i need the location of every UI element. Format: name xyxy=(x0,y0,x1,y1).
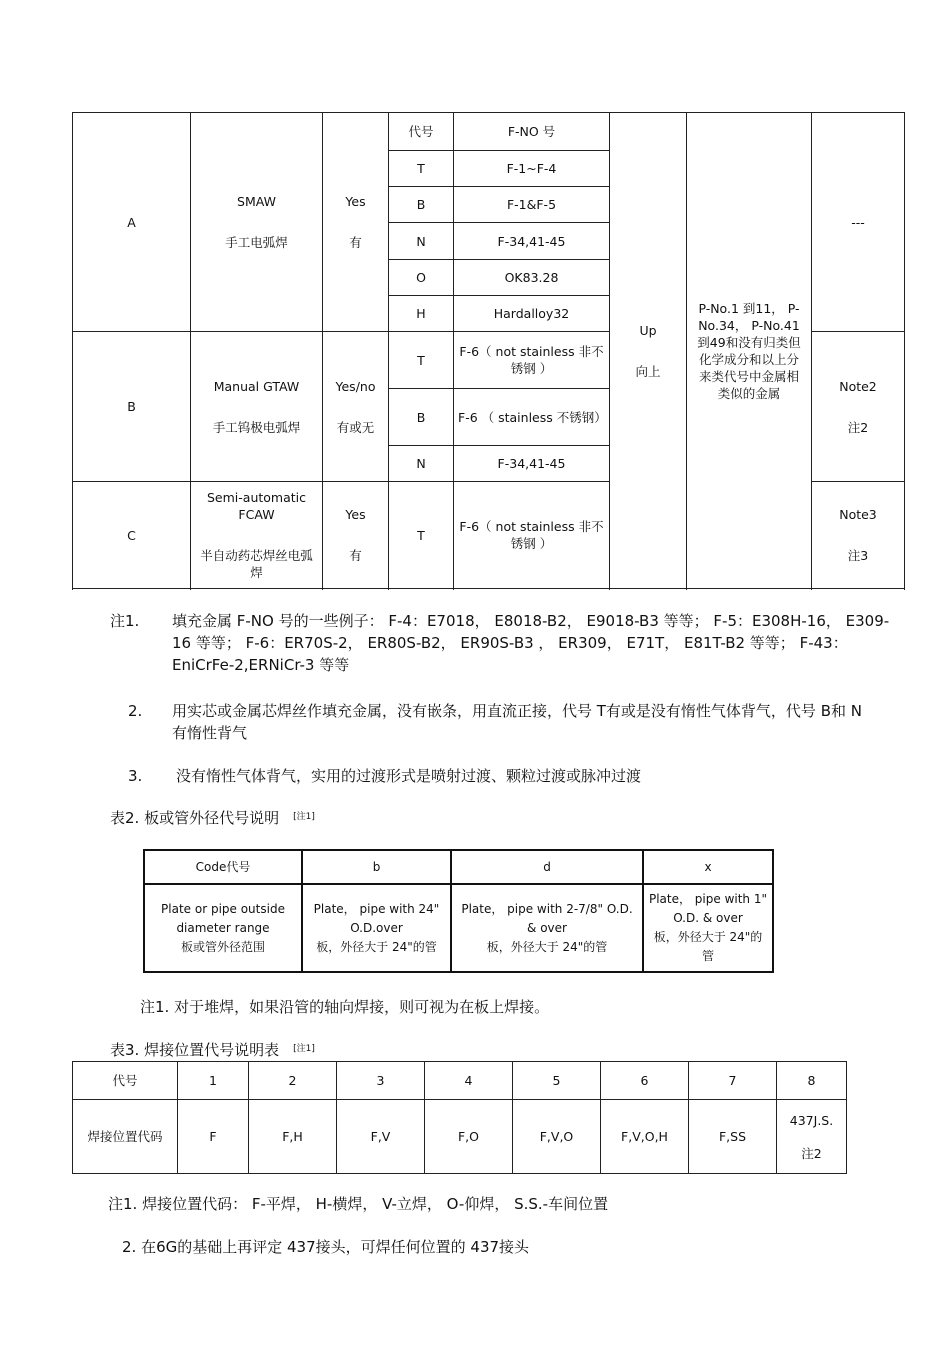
t3-header: 代号 xyxy=(73,1062,178,1100)
t2-header: x xyxy=(643,850,773,884)
fno-value: F-1~F-4 xyxy=(454,151,610,187)
fno-header: F-NO 号 xyxy=(454,113,610,151)
fno-value: F-6 （ stainless 不锈钢） xyxy=(454,389,610,446)
process-name-b: Manual GTAW 手工钨极电弧焊 xyxy=(191,332,323,482)
t2-header: b xyxy=(302,850,451,884)
fno-value: Hardalloy32 xyxy=(454,296,610,332)
t3-header: 2 xyxy=(249,1062,337,1100)
t3-cell: F,V,O,H xyxy=(601,1100,689,1174)
fno-value: F-34,41-45 xyxy=(454,446,610,482)
fno-code: B xyxy=(389,389,454,446)
fno-code: H xyxy=(389,296,454,332)
t2-cell: Plate， pipe with 1" O.D. & over 板，外径大于 24"的管 xyxy=(643,884,773,972)
t3-cell: F xyxy=(178,1100,249,1174)
table2-title: 表2. 板或管外径代号说明 [注1] xyxy=(110,809,315,827)
t3-header: 3 xyxy=(337,1062,425,1100)
t3-header: 7 xyxy=(689,1062,777,1100)
fno-code-header: 代号 xyxy=(389,113,454,151)
fno-code: B xyxy=(389,187,454,223)
note3-label: 3. xyxy=(128,767,143,785)
fno-code: T xyxy=(389,151,454,187)
t3-cell: F,H xyxy=(249,1100,337,1174)
t2-cell: Plate， pipe with 24" O.D.over 板，外径大于 24"的管 xyxy=(302,884,451,972)
fno-value: F-6（ not stainless 非不锈钢 ） xyxy=(454,482,610,589)
t3-row-label: 焊接位置代码 xyxy=(73,1100,178,1174)
backing-a: Yes 有 xyxy=(323,113,389,332)
note-b: Note2 注2 xyxy=(812,332,905,482)
t3-header: 4 xyxy=(425,1062,513,1100)
t2-cell: Plate or pipe outside diameter range 板或管外径范围 xyxy=(144,884,302,972)
position-table xyxy=(72,1061,847,1174)
table3-note2: 2. 在6G的基础上再评定 437接头，可焊任何位置的 437接头 xyxy=(122,1238,530,1256)
note-c: Note3 注3 xyxy=(812,482,905,589)
process-name-c: Semi-automatic FCAW 半自动药芯焊丝电弧焊 xyxy=(191,482,323,589)
t3-cell: F,V xyxy=(337,1100,425,1174)
table3-note1: 注1. 焊接位置代码： F-平焊， H-横焊， V-立焊， O-仰焊， S.S.-车间位置 xyxy=(108,1195,609,1213)
fno-code: T xyxy=(389,332,454,389)
process-table xyxy=(72,112,905,589)
fno-code: T xyxy=(389,482,454,589)
note3-text: 没有惰性气体背气，实用的过渡形式是喷射过渡、颗粒过渡或脉冲过渡 xyxy=(176,767,642,785)
table2-note: 注1. 对于堆焊，如果沿管的轴向焊接，则可视为在板上焊接。 xyxy=(140,998,550,1016)
backing-c: Yes 有 xyxy=(323,482,389,589)
t2-header: d xyxy=(451,850,643,884)
process-code-c: C xyxy=(73,482,191,589)
t3-cell: F,SS xyxy=(689,1100,777,1174)
t2-header: Code代号 xyxy=(144,850,302,884)
t3-cell-last: 437J.S. 注2 xyxy=(777,1100,847,1174)
process-code-a: A xyxy=(73,113,191,332)
direction: Up 向上 xyxy=(610,113,687,589)
process-code-b: B xyxy=(73,332,191,482)
fno-code: O xyxy=(389,260,454,296)
note1-text: 填充金属 F-NO 号的一些例子： F-4：E7018， E8018-B2， E9018-B3 等等； F-5：E308H-16， E309-16 等等； F-6：ER70S-2， ER80S-B2， ER90S-B3 ， ER309， E71T， E81T-B2 等等； F-43：EniCrFe-2,ERNiCr-3 等等 xyxy=(172,612,890,674)
diameter-table xyxy=(143,849,774,973)
t3-header: 8 xyxy=(777,1062,847,1100)
t3-cell: F,V,O xyxy=(513,1100,601,1174)
t3-cell: F,O xyxy=(425,1100,513,1174)
backing-b: Yes/no 有或无 xyxy=(323,332,389,482)
base-metal: P-No.1 到11， P-No.34， P-No.41 到49和没有归类但化学成分和以上分来类代号中金属相类似的金属 xyxy=(687,113,812,589)
fno-value: F-1&F-5 xyxy=(454,187,610,223)
fno-value: F-6（ not stainless 非不锈钢 ） xyxy=(454,332,610,389)
process-name-a: SMAW 手工电弧焊 xyxy=(191,113,323,332)
fno-code: N xyxy=(389,446,454,482)
note1-label: 注1. xyxy=(110,612,140,630)
note-a: --- xyxy=(812,113,905,332)
table3-title: 表3. 焊接位置代号说明表 [注1] xyxy=(110,1041,315,1059)
note2-label: 2. xyxy=(128,702,143,720)
t3-header: 5 xyxy=(513,1062,601,1100)
fno-code: N xyxy=(389,223,454,260)
t3-header: 6 xyxy=(601,1062,689,1100)
fno-value: F-34,41-45 xyxy=(454,223,610,260)
t3-header: 1 xyxy=(178,1062,249,1100)
note2-text: 用实芯或金属芯焊丝作填充金属，没有嵌条，用直流正接，代号 T有或是没有惰性气体背气，代号 B和 N有惰性背气 xyxy=(172,702,862,742)
t2-cell: Plate， pipe with 2-7/8" O.D. & over 板，外径大于 24"的管 xyxy=(451,884,643,972)
fno-value: OK83.28 xyxy=(454,260,610,296)
